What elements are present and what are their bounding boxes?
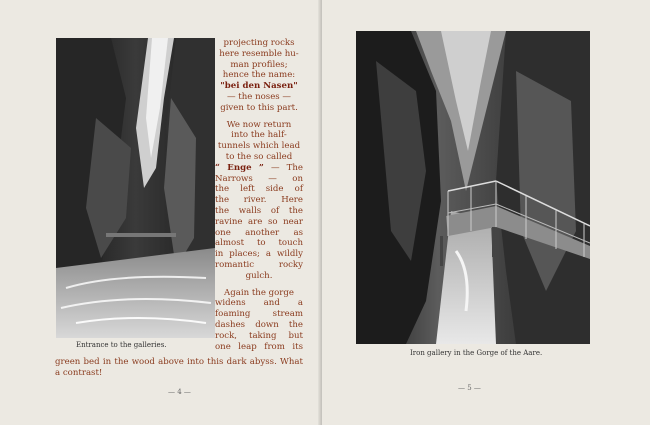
- right-page: [322, 0, 650, 425]
- iron-gallery-photo: [356, 31, 590, 344]
- bold-place-name: "bei den Nasen": [220, 81, 298, 92]
- text-line: rock, taking but: [215, 330, 303, 341]
- text-column: [215, 38, 303, 358]
- text-line: in places; a wildly: [215, 249, 303, 260]
- entrance-galleries-photo: [56, 38, 215, 338]
- page-number: — 5 —: [458, 384, 481, 392]
- text-line: tunnels which lead: [217, 141, 301, 152]
- bold-enge: “ Enge ”: [215, 162, 264, 173]
- text-line: to the so called: [225, 151, 293, 162]
- text-line: man profiles;: [230, 59, 288, 70]
- text-line: We now return: [226, 119, 292, 130]
- text-line: given to this part.: [220, 102, 298, 113]
- text-line: one another as: [215, 227, 303, 238]
- text-line: Narrows — on: [215, 173, 303, 184]
- left-page: [0, 0, 322, 425]
- text-line: ravine are so near: [215, 216, 303, 227]
- text-line: gulch.: [245, 270, 273, 281]
- text-line: almost to touch: [215, 238, 303, 249]
- photo-caption: Entrance to the galleries.: [76, 341, 167, 349]
- text-line: a contrast!: [55, 368, 103, 378]
- text-line: the river. Here: [215, 195, 303, 206]
- text-line: into the half-: [231, 130, 287, 141]
- text-line: one leap from its: [215, 341, 303, 352]
- text-line: widens and a: [215, 298, 303, 309]
- text-line: foaming stream: [215, 309, 303, 320]
- text-line: the walls of the: [215, 205, 303, 216]
- full-width-text: [55, 357, 303, 379]
- text-line: romantic rocky: [215, 259, 303, 270]
- text-line: — the noses —: [226, 91, 292, 102]
- photo-caption: Iron gallery in the Gorge of the Aare.: [410, 349, 543, 357]
- page-number: — 4 —: [168, 388, 191, 396]
- text-line: the left side of: [215, 184, 303, 195]
- text-line: projecting rocks: [223, 38, 295, 48]
- text-line: hence the name:: [222, 70, 296, 81]
- text-line: — The: [270, 162, 303, 173]
- text-line: dashes down the: [215, 319, 303, 330]
- text-line: here resemble hu-: [219, 48, 299, 59]
- text-line: green bed in the wood above into this dark abyss. What: [55, 357, 303, 367]
- text-line: Again the gorge: [223, 287, 295, 298]
